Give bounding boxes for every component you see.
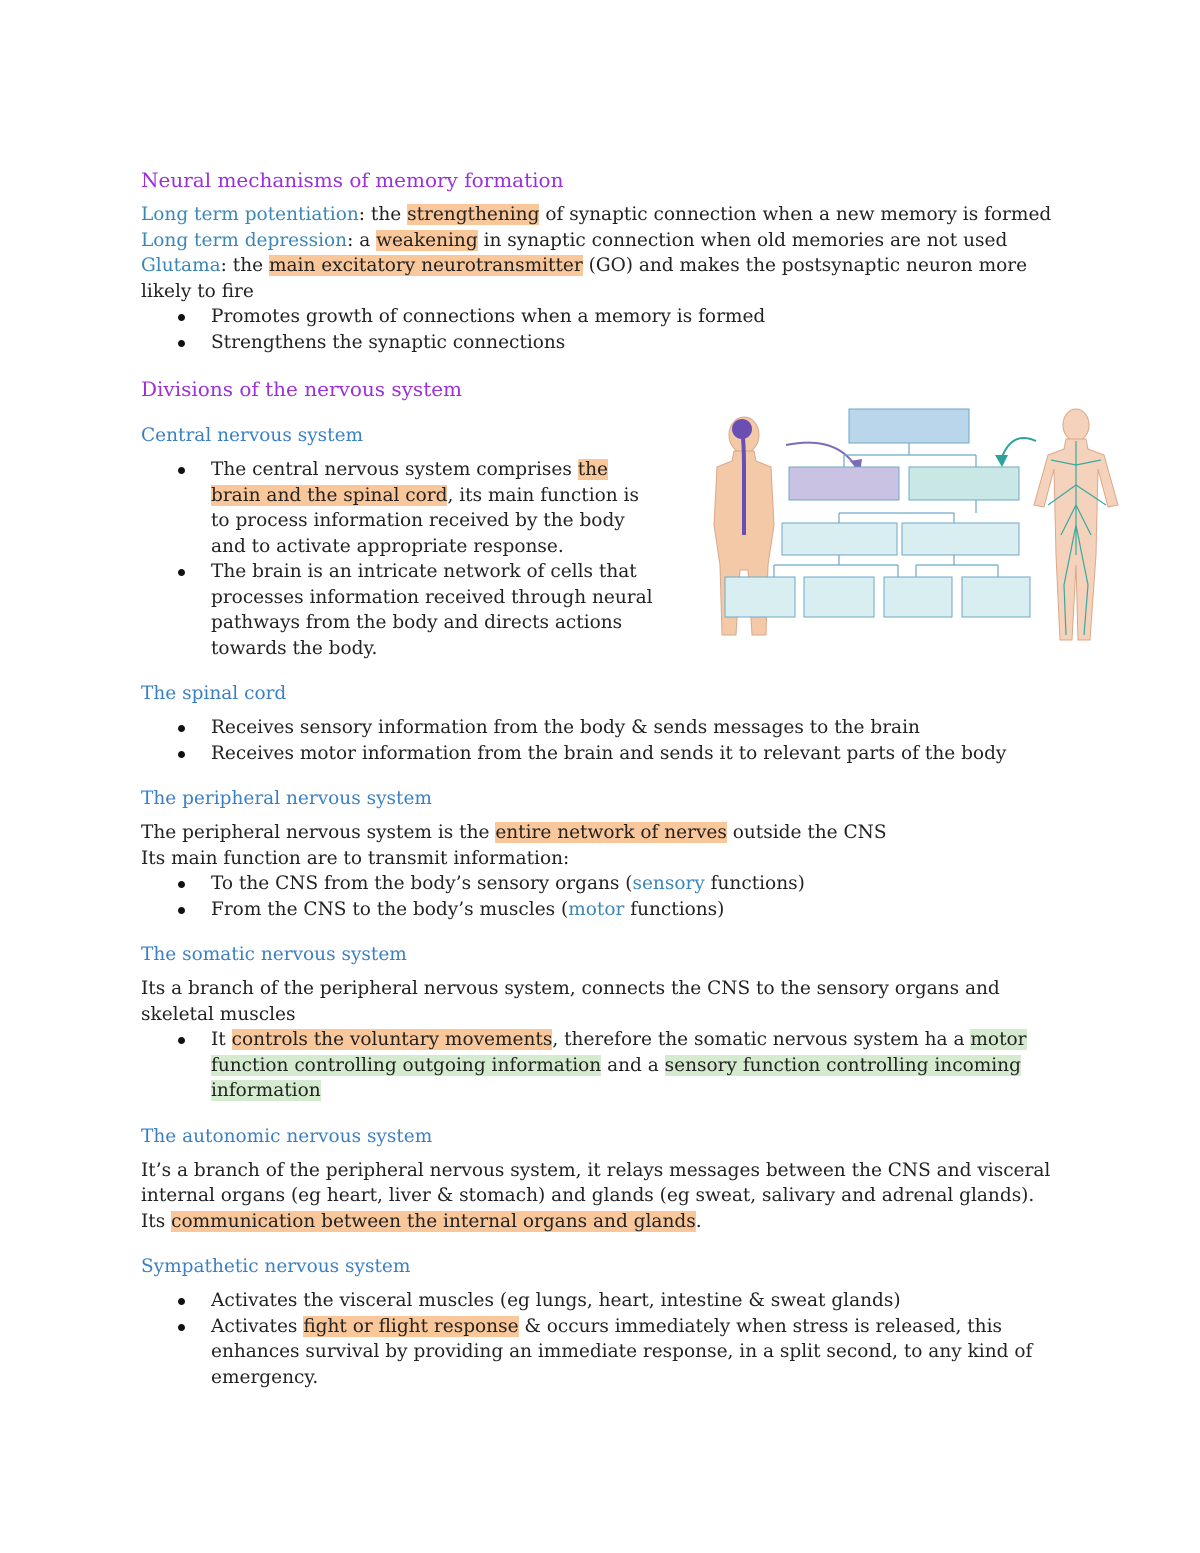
autonomic-highlight: communication between the internal organs and glands bbox=[171, 1210, 696, 1232]
list-item: Receives motor information from the brain and sends it to relevant parts of the body bbox=[211, 741, 1061, 767]
somatic-b-mid: , therefore the somatic nervous system ha a bbox=[552, 1029, 971, 1050]
ltp-term: Long term potentiation bbox=[141, 204, 359, 225]
list-item bbox=[211, 457, 661, 559]
glut-highlight: main excitatory neurotransmitter bbox=[268, 255, 583, 276]
sympathetic-highlight: fight or flight response bbox=[303, 1315, 519, 1337]
somatic-b-mid2: and a bbox=[601, 1054, 665, 1076]
ltp-post: of synaptic connection when a new memory is formed bbox=[539, 204, 1052, 225]
ltp-highlight: strengthening bbox=[407, 204, 540, 225]
pns-b2-post: functions) bbox=[624, 898, 725, 920]
pns-l1-pre: The peripheral nervous system is the bbox=[141, 822, 496, 843]
spinal-title: The spinal cord bbox=[141, 683, 287, 704]
autonomic-pre: It’s a branch of the peripheral nervous system, it relays messages between the CNS and visceral internal organs (eg heart, liver & stomach) and glands (eg sweat, salivary and adrenal glands). Its bbox=[141, 1159, 1051, 1232]
list-item bbox=[211, 897, 1061, 923]
ltd-line bbox=[141, 228, 1061, 254]
somatic-title: The somatic nervous system bbox=[141, 944, 407, 965]
spinal-cord-path bbox=[742, 427, 744, 535]
box-cns bbox=[789, 467, 899, 500]
sympathetic-bullets bbox=[141, 1288, 1061, 1390]
pns-line-2: Its main function are to transmit information: bbox=[141, 847, 570, 869]
list-item: Activates the visceral muscles (eg lungs, heart, intestine & sweat glands) bbox=[211, 1288, 1061, 1314]
ltd-pre: : a bbox=[347, 229, 377, 251]
symp-b2-post: & occurs immediately when stress is released, this enhances survival by providing an immediate response, in a split second, to any kind of emergency. bbox=[211, 1315, 1033, 1388]
list-item: Strengthens the synaptic connections bbox=[211, 330, 1061, 356]
pns-line-1 bbox=[141, 820, 1061, 846]
section-title-divisions: Divisions of the nervous system bbox=[141, 377, 463, 401]
pns-title: The peripheral nervous system bbox=[141, 788, 432, 809]
cns-title: Central nervous system bbox=[141, 425, 364, 446]
document-page bbox=[141, 166, 1061, 1390]
list-item bbox=[211, 1314, 1061, 1391]
list-item: Receives sensory information from the body & sends messages to the brain bbox=[211, 715, 1061, 741]
pns-l1-post: outside the CNS bbox=[726, 822, 887, 843]
ltd-post: in synaptic connection when old memories are not used bbox=[477, 229, 1008, 251]
somatic-highlight-2: motor function controlling outgoing information bbox=[211, 1029, 1027, 1076]
ltd-highlight: weakening bbox=[376, 229, 478, 251]
box-somatic bbox=[902, 523, 1019, 555]
pns-b2-pre: From the CNS to the body’s muscles ( bbox=[211, 898, 569, 920]
ltp-line bbox=[141, 202, 1061, 228]
somatic-highlight-1: controls the voluntary movements bbox=[231, 1029, 553, 1050]
motor-term: motor bbox=[568, 898, 625, 920]
pns-b1-pre: To the CNS from the body’s sensory organs ( bbox=[211, 873, 633, 894]
glutamate-line bbox=[141, 253, 1061, 304]
glut-post: (GO) and makes the postsynaptic neuron more likely to fire bbox=[141, 255, 1028, 302]
section-title-memory: Neural mechanisms of memory formation bbox=[141, 168, 564, 192]
list-item bbox=[211, 1027, 1061, 1104]
box-sensory bbox=[884, 577, 952, 617]
box-pns bbox=[909, 467, 1019, 500]
box-sympathetic bbox=[725, 577, 795, 617]
diagram-connectors bbox=[774, 443, 998, 577]
brain-icon bbox=[732, 419, 752, 439]
glut-term: Glutama bbox=[141, 255, 221, 276]
cns-highlight: the brain and the spinal cord bbox=[211, 459, 609, 506]
list-item bbox=[211, 871, 1061, 897]
sympathetic-title: Sympathetic nervous system bbox=[141, 1256, 411, 1277]
box-motor bbox=[962, 577, 1030, 617]
glut-pre: : the bbox=[220, 255, 269, 276]
somatic-highlight-3: sensory function controlling incoming information bbox=[211, 1054, 1021, 1101]
cns-b1-pre: The central nervous system comprises bbox=[211, 459, 578, 480]
somatic-bullets bbox=[141, 1027, 1061, 1104]
box-parasympathetic bbox=[804, 577, 874, 617]
memory-bullets bbox=[141, 304, 1061, 355]
autonomic-title: The autonomic nervous system bbox=[141, 1125, 433, 1147]
arrow-head-pns bbox=[995, 455, 1008, 467]
symp-b2-pre: Activates bbox=[211, 1315, 304, 1337]
nervous-system-diagram bbox=[676, 405, 1126, 650]
cns-b1-post: , its main function is to process information received by the body and to activate appropriate response. bbox=[211, 484, 639, 557]
spinal-bullets bbox=[141, 715, 1061, 766]
somatic-paragraph: Its a branch of the peripheral nervous system, connects the CNS to the sensory organs and skeletal muscles bbox=[141, 978, 1000, 1025]
ltd-term: Long term depression bbox=[141, 229, 348, 251]
cns-bullets bbox=[141, 457, 661, 661]
list-item: The brain is an intricate network of cells that processes information received through neural pathways from the body and directs actions towards the body. bbox=[211, 559, 661, 661]
list-item: Promotes growth of connections when a memory is formed bbox=[211, 304, 1061, 330]
pns-b1-post: functions) bbox=[704, 873, 805, 894]
cns-block bbox=[141, 423, 1061, 661]
sensory-term: sensory bbox=[632, 873, 705, 894]
pns-bullets bbox=[141, 871, 1061, 922]
box-nervous-system bbox=[849, 409, 969, 443]
box-autonomic bbox=[782, 523, 897, 555]
ltp-pre: : the bbox=[358, 204, 408, 225]
pns-highlight: entire network of nerves bbox=[495, 822, 727, 843]
somatic-b-pre: It bbox=[211, 1029, 232, 1050]
autonomic-paragraph bbox=[141, 1158, 1061, 1235]
autonomic-post: . bbox=[695, 1210, 702, 1232]
